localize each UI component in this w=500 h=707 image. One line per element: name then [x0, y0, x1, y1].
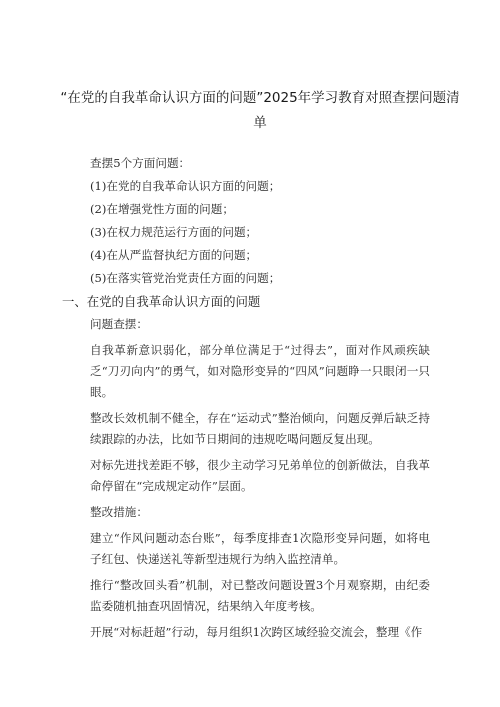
check-label: 问题查摆： — [90, 317, 148, 331]
measure-paragraph-3 — [62, 622, 430, 643]
check-paragraph-3-text: 对标先进找差距不够，很少主动学习兄弟单位的创新做法，自我革命停留在“完成规定动作”层面。 — [90, 458, 430, 493]
check-paragraph-2 — [62, 408, 430, 450]
measure-paragraph-1 — [62, 528, 430, 570]
check-paragraph-1-text: 自我革新意识弱化，部分单位满足于“过得去”，面对作风顽疾缺乏“刀刃向内”的勇气，如对隐形变异的“四风”问题睁一只眼闭一只眼。 — [90, 343, 430, 399]
problem-item-2: (2)在增强党性方面的问题； — [90, 202, 234, 216]
check-paragraph-2-text: 整改长效机制不健全，存在“运动式”整治倾向，问题反弹后缺乏持续跟踪的办法，比如节日期间的违规吃喝问题反复出现。 — [90, 411, 430, 446]
check-paragraph-3 — [62, 455, 430, 497]
measure-paragraph-2 — [62, 575, 430, 617]
check-paragraph-1 — [62, 340, 430, 403]
measure-paragraph-1-text: 建立“作风问题动态台账”，每季度排查1次隐形变异问题，如将电子红包、快递送礼等新型违规行为纳入监控清单。 — [90, 531, 430, 566]
problem-item-3: (3)在权力规范运行方面的问题； — [90, 225, 258, 239]
intro-line: 查摆5个方面问题： — [90, 156, 191, 170]
measures-label: 整改措施： — [90, 505, 148, 519]
measure-paragraph-3-text: 开展“对标赶超”行动，每月组织1次跨区域经验交流会，整理《作 — [90, 625, 423, 639]
problem-item-1: (1)在党的自我革命认识方面的问题； — [90, 179, 281, 193]
measure-paragraph-2-text: 推行“整改回头看”机制，对已整改问题设置3个月观察期，由纪委监委随机抽查巩固情况，结果纳入年度考核。 — [90, 578, 430, 613]
problem-item-4: (4)在从严监督执纪方面的问题； — [90, 248, 258, 262]
document-body — [62, 153, 430, 643]
section-heading: 一、在党的自我革命认识方面的问题 — [62, 294, 261, 309]
document-title: “在党的自我革命认识方面的问题”2025年学习教育对照查摆问题清单 — [60, 90, 460, 131]
problem-item-5: (5)在落实管党治党责任方面的问题； — [90, 271, 281, 285]
